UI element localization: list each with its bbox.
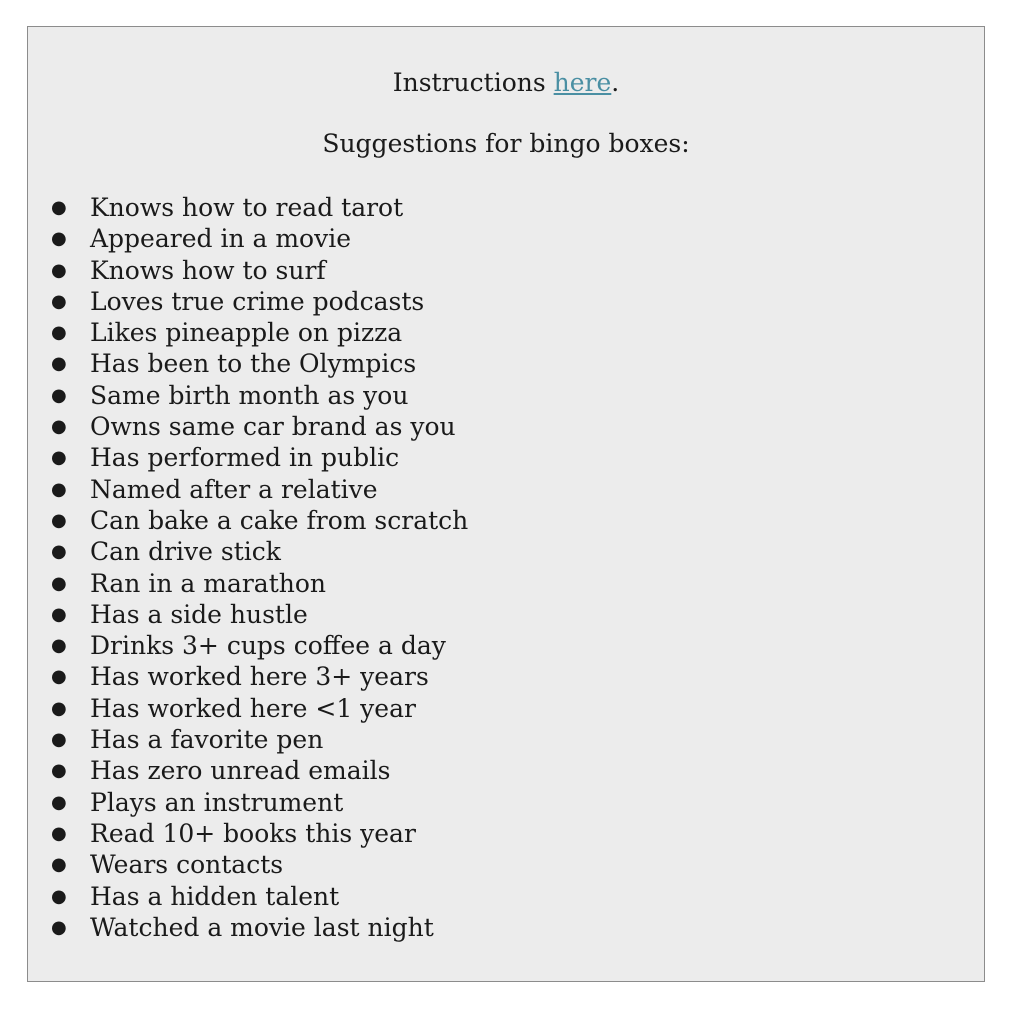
list-item-text: Appeared in a movie [90, 224, 352, 254]
bullet-icon: ● [51, 541, 67, 563]
list-item-text: Has performed in public [90, 443, 400, 473]
list-item-text: Read 10+ books this year [90, 818, 416, 848]
list-item-text: Wears contacts [90, 850, 284, 880]
list-item-text: Has a side hustle [90, 599, 308, 629]
list-item-text: Can bake a cake from scratch [90, 505, 469, 535]
bullet-icon: ● [51, 322, 67, 344]
bullet-icon: ● [51, 447, 67, 469]
bullet-icon: ● [51, 635, 67, 657]
list-item-text: Has a hidden talent [90, 881, 340, 911]
list-item-text: Has a favorite pen [90, 725, 324, 755]
bullet-icon: ● [51, 791, 67, 813]
bullet-icon: ● [51, 916, 67, 938]
bullet-icon: ● [51, 478, 67, 500]
instructions-link[interactable]: here [553, 68, 612, 97]
bullet-icon: ● [51, 228, 67, 250]
list-item-text: Same birth month as you [90, 380, 409, 410]
bullet-icon: ● [51, 697, 67, 719]
bullet-icon: ● [51, 854, 67, 876]
bullet-icon: ● [51, 384, 67, 406]
instructions-line [28, 67, 984, 99]
bullet-icon: ● [51, 885, 67, 907]
suggestions-heading: Suggestions for bingo boxes: [322, 129, 690, 158]
list-item-text: Ran in a marathon [90, 568, 327, 598]
content-panel [27, 26, 985, 982]
bullet-icon: ● [51, 259, 67, 281]
list-item-text: Watched a movie last night [90, 912, 434, 942]
bullet-icon: ● [51, 290, 67, 312]
list-item-text: Knows how to read tarot [90, 193, 404, 222]
bullet-icon: ● [51, 760, 67, 782]
list-item-text: Owns same car brand as you [90, 412, 456, 442]
bullet-icon: ● [51, 666, 67, 688]
list-item-text: Has worked here <1 year [90, 693, 416, 723]
bullet-icon: ● [51, 509, 67, 531]
bullet-icon: ● [51, 822, 67, 844]
list-item-text: Knows how to surf [90, 255, 326, 285]
bullet-icon: ● [51, 603, 67, 625]
bullet-icon: ● [51, 729, 67, 751]
bullet-icon: ● [51, 572, 67, 594]
list-item-text: Loves true crime podcasts [90, 286, 425, 316]
instructions-prefix: Instructions [392, 68, 554, 97]
list-item-text: Named after a relative [90, 474, 378, 504]
bullet-icon: ● [51, 353, 67, 375]
list-item-text: Plays an instrument [90, 787, 344, 817]
list-item-text: Can drive stick [90, 537, 281, 567]
list-item-text: Likes pineapple on pizza [90, 318, 403, 348]
bullet-icon: ● [51, 416, 67, 438]
list-item-text: Has been to the Olympics [90, 349, 417, 379]
bullet-icon: ● [51, 197, 67, 218]
instructions-suffix: . [611, 68, 620, 97]
list-item-text: Has zero unread emails [90, 756, 391, 786]
list-item-text: Has worked here 3+ years [90, 662, 429, 692]
list-item-text: Drinks 3+ cups coffee a day [90, 631, 446, 661]
